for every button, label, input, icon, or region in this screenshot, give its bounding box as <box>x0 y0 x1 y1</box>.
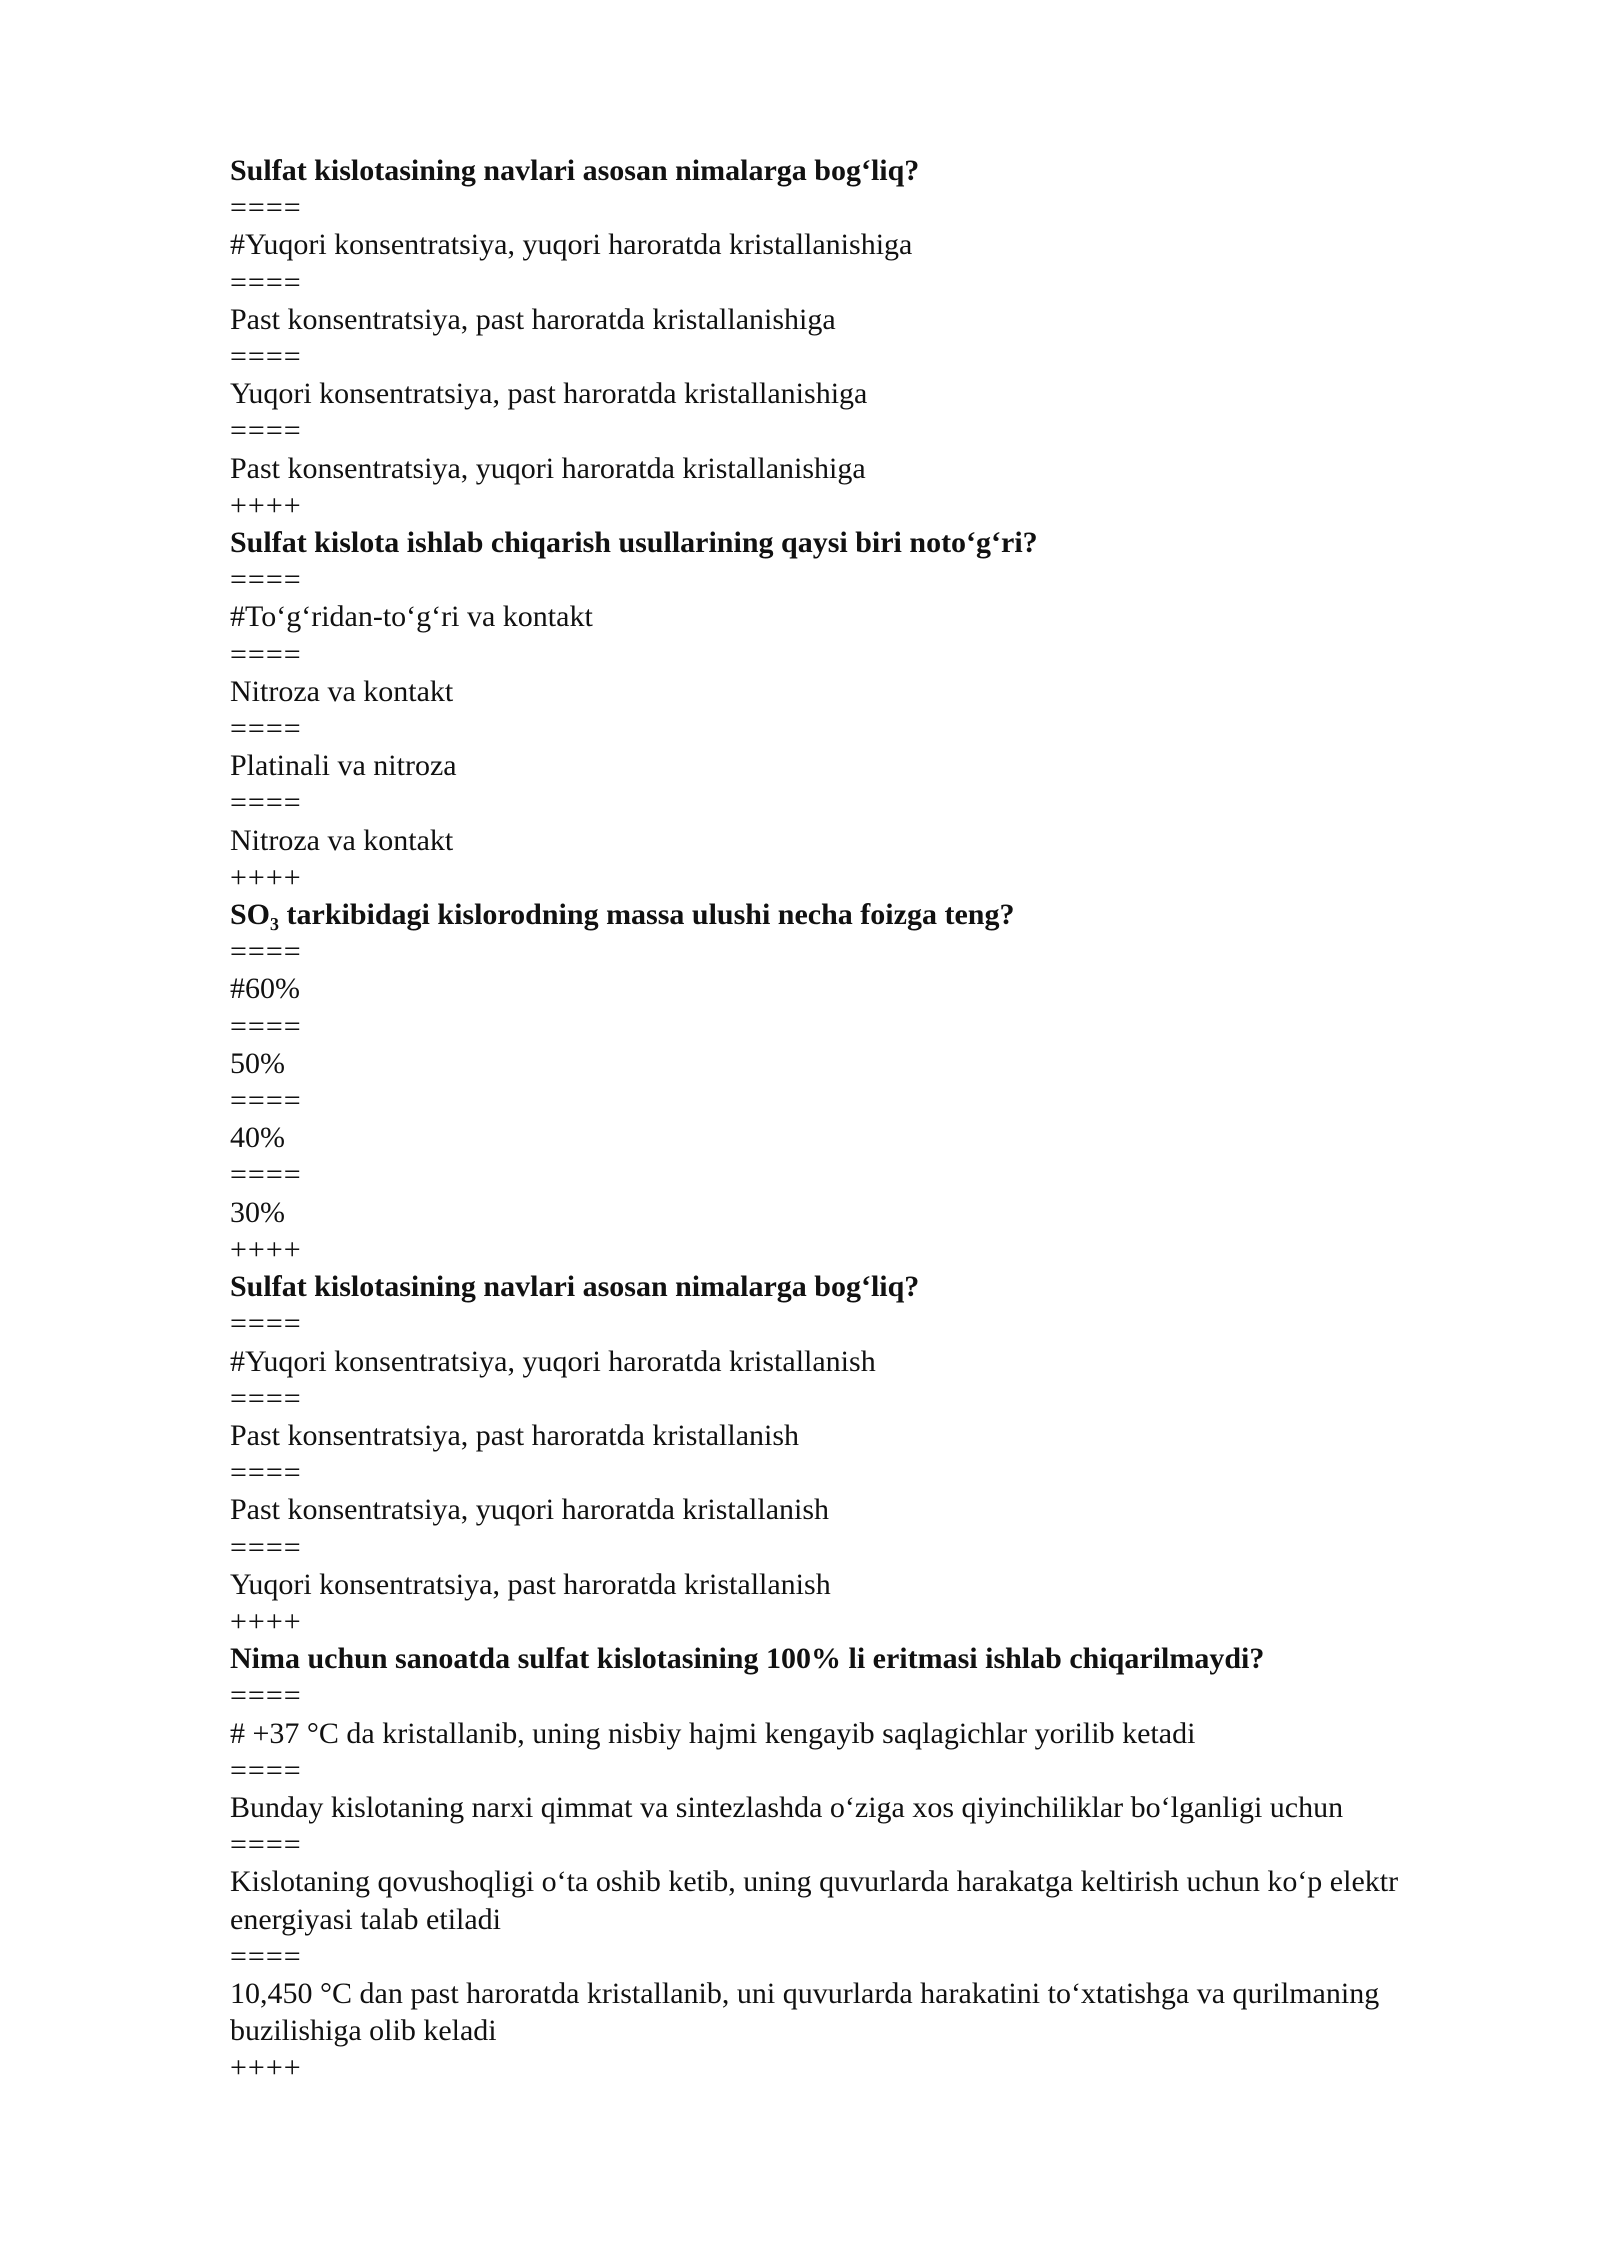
question-text: Nima uchun sanoatda sulfat kislotasining 100% li eritmasi ishlab chiqarilmaydi? <box>230 1642 1265 1676</box>
answer-option: 10,450 °C dan past haroratda kristallanib, uni quvurlarda harakatini to‘xtatishga va qurilmaning buzilishiga olib keladi <box>230 1976 1387 2048</box>
question-block <box>230 1268 1510 1640</box>
option-separator: ==== <box>230 340 302 374</box>
answer-option-correct: #Yuqori konsentratsiya, yuqori haroratda kristallanishiga <box>230 228 913 262</box>
option-separator: ==== <box>230 1381 302 1415</box>
answer-option: Yuqori konsentratsiya, past haroratda kristallanishiga <box>230 377 868 411</box>
answer-option-correct: #To‘g‘ridan-to‘g‘ri va kontakt <box>230 600 593 634</box>
question-text: Sulfat kislotasining navlari asosan nimalarga bog‘liq? <box>230 1270 920 1304</box>
question-text: Sulfat kislota ishlab chiqarish usullarining qaysi biri noto‘g‘ri? <box>230 526 1038 560</box>
answer-option: Kislotaning qovushoqligi o‘ta oshib ketib, uning quvurlarda harakatga keltirish uchun ko‘p elektr energiyasi talab etiladi <box>230 1865 1406 1936</box>
option-separator: ==== <box>230 414 302 448</box>
option-separator: ==== <box>230 1530 302 1564</box>
option-separator: ==== <box>230 1939 302 1973</box>
question-block <box>230 524 1510 896</box>
option-separator: ==== <box>230 1828 302 1862</box>
question-separator: ++++ <box>230 1604 302 1638</box>
question-separator: ++++ <box>230 488 302 522</box>
option-separator: ==== <box>230 1307 302 1341</box>
option-separator: ==== <box>230 637 302 671</box>
answer-option: 50% <box>230 1046 285 1080</box>
question-text: Sulfat kislotasining navlari asosan nimalarga bog‘liq? <box>230 154 920 187</box>
option-separator: ==== <box>230 935 302 969</box>
option-separator: ==== <box>230 563 302 597</box>
answer-option: 30% <box>230 1195 285 1229</box>
option-separator: ==== <box>230 1009 302 1043</box>
answer-option: Nitroza va kontakt <box>230 674 454 708</box>
answer-option-correct: #Yuqori konsentratsiya, yuqori haroratda kristallanish <box>230 1344 876 1378</box>
question-text: SO₃ tarkibidagi kislorodning massa ulushi necha foizga teng? <box>230 898 1015 932</box>
question-separator: ++++ <box>230 1232 302 1266</box>
question-block <box>230 152 1510 524</box>
answer-option: Past konsentratsiya, past haroratda kristallanish <box>230 1418 800 1452</box>
option-separator: ==== <box>230 1084 302 1118</box>
answer-option: Bunday kislotaning narxi qimmat va sintezlashda o‘ziga xos qiyinchiliklar bo‘lganligi uchun <box>230 1790 1344 1824</box>
question-block <box>230 896 1510 1268</box>
question-block <box>230 1640 1510 2086</box>
document-page <box>230 152 1510 2087</box>
answer-option: Past konsentratsiya, yuqori haroratda kristallanish <box>230 1493 830 1527</box>
option-separator: ==== <box>230 191 302 225</box>
answer-option: Yuqori konsentratsiya, past haroratda kristallanish <box>230 1567 831 1601</box>
option-separator: ==== <box>230 786 302 820</box>
answer-option: Past konsentratsiya, yuqori haroratda kristallanishiga <box>230 451 866 485</box>
answer-option: Nitroza va kontakt <box>230 823 454 857</box>
option-separator: ==== <box>230 1753 302 1787</box>
answer-option: Platinali va nitroza <box>230 749 457 783</box>
answer-option-correct: #60% <box>230 972 300 1006</box>
answer-option-correct: # +37 °C da kristallanib, uning nisbiy hajmi kengayib saqlagichlar yorilib ketadi <box>230 1716 1196 1750</box>
option-separator: ==== <box>230 712 302 746</box>
option-separator: ==== <box>230 1456 302 1490</box>
option-separator: ==== <box>230 1679 302 1713</box>
answer-option: 40% <box>230 1121 285 1155</box>
question-separator: ++++ <box>230 860 302 894</box>
answer-option: Past konsentratsiya, past haroratda kristallanishiga <box>230 302 836 336</box>
option-separator: ==== <box>230 1158 302 1192</box>
question-separator: ++++ <box>230 2051 302 2085</box>
option-separator: ==== <box>230 265 302 299</box>
